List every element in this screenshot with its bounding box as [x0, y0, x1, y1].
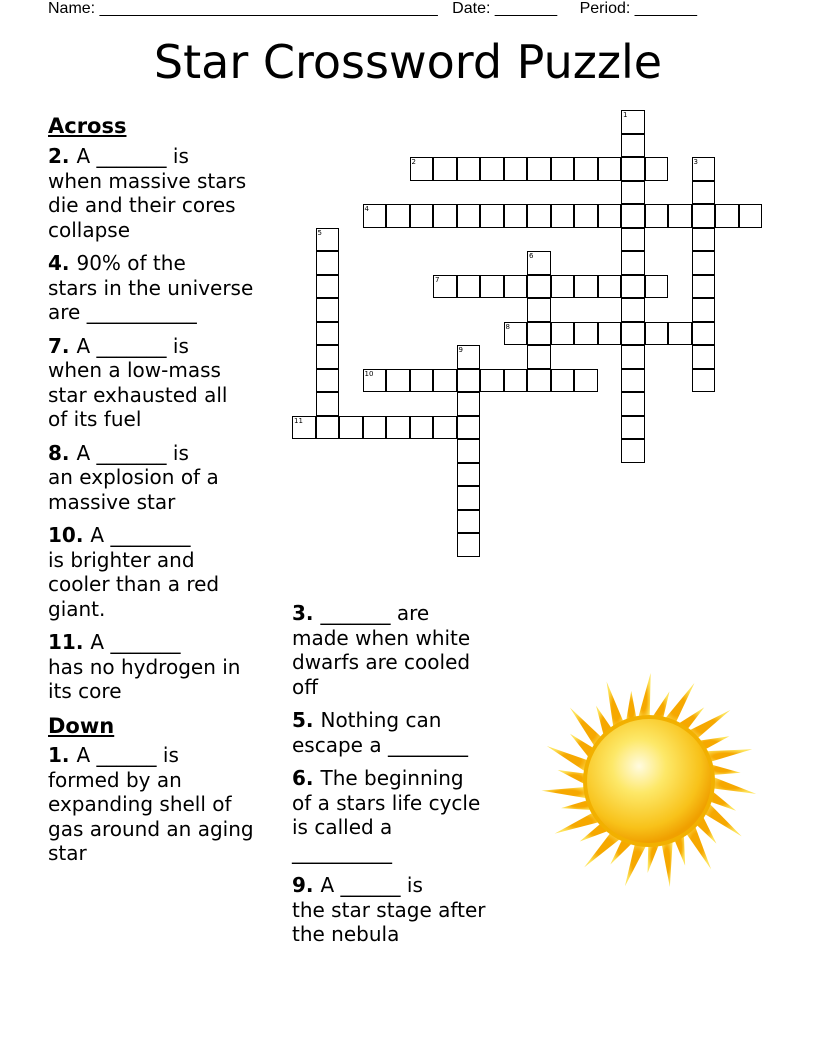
grid-cell[interactable]	[551, 322, 575, 346]
date-field[interactable]: Date: _______	[452, 0, 558, 17]
grid-cell[interactable]	[621, 251, 645, 275]
grid-cell[interactable]	[598, 275, 622, 299]
grid-cell[interactable]	[527, 298, 551, 322]
grid-cell[interactable]	[504, 204, 528, 228]
clue-number: 1	[48, 743, 62, 767]
grid-cell[interactable]	[480, 204, 504, 228]
grid-cell[interactable]	[457, 392, 481, 416]
grid-cell[interactable]	[410, 369, 434, 393]
grid-cell[interactable]	[527, 322, 551, 346]
grid-cell[interactable]	[692, 345, 716, 369]
grid-cell[interactable]	[457, 510, 481, 534]
grid-cell[interactable]	[339, 416, 363, 440]
grid-cell[interactable]	[574, 275, 598, 299]
clue-number: 7	[48, 333, 62, 358]
grid-cell[interactable]	[504, 369, 528, 393]
grid-cell[interactable]	[621, 228, 645, 252]
clue-number: 5	[292, 708, 306, 732]
grid-cell[interactable]	[645, 204, 669, 228]
grid-cell[interactable]	[433, 204, 457, 228]
grid-cell[interactable]	[504, 157, 528, 181]
grid-cell[interactable]	[316, 345, 340, 369]
grid-cell[interactable]	[316, 251, 340, 275]
grid-cell[interactable]	[316, 369, 340, 393]
grid-cell[interactable]	[457, 204, 481, 228]
grid-cell[interactable]	[551, 369, 575, 393]
grid-cell[interactable]	[316, 392, 340, 416]
grid-cell[interactable]	[457, 369, 481, 393]
clue-number: 4	[48, 251, 62, 275]
down-clue-list-left	[48, 743, 288, 875]
clue-4: 4. 90% of the stars in the universe are ___________	[48, 251, 254, 324]
grid-cell[interactable]	[598, 322, 622, 346]
clue-text: _______ are made when white dwarfs are cooled off	[292, 601, 471, 699]
clue-2: 2. A _______ is when massive stars die and their cores collapse	[48, 144, 247, 242]
grid-cell[interactable]	[645, 322, 669, 346]
grid-number-6: 6	[529, 252, 534, 260]
grid-cell[interactable]	[410, 416, 434, 440]
grid-cell[interactable]	[551, 275, 575, 299]
clue-text: Nothing can escape a ________	[292, 708, 468, 757]
grid-cell[interactable]	[692, 298, 716, 322]
clue-text: A _______ is when massive stars die and their cores collapse	[48, 144, 247, 242]
grid-cell[interactable]	[574, 322, 598, 346]
period-field[interactable]: Period: _______	[579, 0, 698, 17]
grid-cell[interactable]	[598, 204, 622, 228]
clue-8: 8. A _______ is an explosion of a massive star	[48, 440, 219, 514]
clue-number: 9	[292, 873, 306, 897]
grid-cell[interactable]	[621, 204, 645, 228]
down-clue-list-right	[292, 601, 532, 956]
clue-9: 9. A ______ is the star stage after the nebula	[292, 873, 486, 946]
clue-3: 3. _______ are made when white dwarfs are cooled off	[292, 601, 471, 699]
grid-cell[interactable]	[363, 416, 387, 440]
grid-cell[interactable]	[457, 275, 481, 299]
grid-number-4: 4	[364, 205, 369, 213]
clue-text: A _______ is an explosion of a massive star	[48, 440, 219, 514]
grid-cell[interactable]	[457, 416, 481, 440]
grid-cell[interactable]	[386, 416, 410, 440]
grid-cell[interactable]	[645, 157, 669, 181]
grid-cell[interactable]	[668, 204, 692, 228]
clue-number: 11	[48, 630, 76, 654]
grid-cell[interactable]	[433, 157, 457, 181]
grid-cell[interactable]	[527, 369, 551, 393]
grid-cell[interactable]	[527, 275, 551, 299]
clue-number: 3	[292, 601, 306, 625]
grid-cell[interactable]	[457, 439, 481, 463]
grid-cell[interactable]	[386, 369, 410, 393]
name-field[interactable]: Name: ______________________________________	[48, 0, 438, 17]
grid-cell[interactable]	[692, 369, 716, 393]
grid-number-9: 9	[458, 346, 463, 354]
grid-cell[interactable]	[715, 204, 739, 228]
clue-7: 7. A _______ is when a low-mass star exhausted all of its fuel	[48, 333, 228, 431]
grid-cell[interactable]	[480, 157, 504, 181]
clue-text: A _______ has no hydrogen in its core	[48, 630, 241, 703]
clue-6: 6. The beginning of a stars life cycle is called a __________	[292, 766, 481, 864]
clue-text: A ________ is brighter and cooler than a red giant.	[48, 523, 220, 621]
grid-cell[interactable]	[621, 439, 645, 463]
grid-cell[interactable]	[386, 204, 410, 228]
across-heading: Across	[48, 114, 127, 138]
grid-cell[interactable]	[621, 416, 645, 440]
grid-cell[interactable]	[433, 416, 457, 440]
clue-text: The beginning of a stars life cycle is called a __________	[292, 766, 481, 864]
grid-number-5: 5	[317, 228, 322, 237]
grid-cell[interactable]	[433, 369, 457, 393]
grid-cell[interactable]	[316, 275, 340, 299]
grid-cell[interactable]	[551, 204, 575, 228]
grid-cell[interactable]	[504, 275, 528, 299]
grid-cell[interactable]	[480, 369, 504, 393]
grid-cell[interactable]	[574, 204, 598, 228]
grid-cell[interactable]	[621, 369, 645, 393]
grid-cell[interactable]	[621, 322, 645, 346]
grid-cell[interactable]	[457, 157, 481, 181]
grid-cell[interactable]	[574, 157, 598, 181]
clue-5: 5. Nothing can escape a ________	[292, 708, 468, 757]
grid-cell[interactable]	[457, 486, 481, 510]
grid-cell[interactable]	[527, 204, 551, 228]
clue-11: 11. A _______ has no hydrogen in its core	[48, 630, 241, 703]
grid-cell[interactable]	[621, 134, 645, 158]
grid-cell[interactable]	[692, 204, 716, 228]
clue-number: 2	[48, 144, 62, 168]
grid-cell[interactable]	[457, 463, 481, 487]
grid-cell[interactable]	[410, 204, 434, 228]
clue-text: A ______ is the star stage after the nebula	[292, 873, 486, 946]
down-heading: Down	[48, 714, 115, 738]
grid-cell[interactable]	[621, 181, 645, 205]
across-clue-list	[48, 144, 288, 713]
grid-cell[interactable]	[621, 345, 645, 369]
grid-cell[interactable]	[692, 251, 716, 275]
grid-cell[interactable]	[551, 157, 575, 181]
grid-cell[interactable]	[621, 392, 645, 416]
grid-cell[interactable]	[316, 416, 340, 440]
grid-number-1: 1	[623, 111, 628, 119]
grid-number-2: 2	[411, 158, 416, 166]
grid-cell[interactable]	[668, 322, 692, 346]
grid-cell[interactable]	[316, 322, 340, 346]
grid-cell[interactable]	[692, 322, 716, 346]
grid-cell[interactable]	[527, 345, 551, 369]
grid-cell[interactable]	[527, 157, 551, 181]
grid-cell[interactable]	[621, 275, 645, 299]
grid-number-11: 11	[294, 416, 303, 425]
grid-cell[interactable]	[621, 298, 645, 322]
grid-cell[interactable]	[692, 228, 716, 252]
grid-number-10: 10	[364, 369, 374, 378]
clue-1: 1. A ______ is formed by an expanding shell of gas around an aging star	[48, 743, 254, 865]
grid-cell[interactable]	[645, 275, 669, 299]
grid-cell[interactable]	[457, 533, 481, 557]
student-info-header	[48, 0, 707, 18]
page-title: Star Crossword Puzzle	[153, 35, 663, 89]
clue-number: 10	[48, 523, 76, 547]
sun-core	[587, 719, 711, 843]
grid-cell[interactable]	[739, 204, 763, 228]
grid-cell[interactable]	[621, 157, 645, 181]
clue-text: A _______ is when a low-mass star exhausted all of its fuel	[48, 333, 228, 431]
grid-cell[interactable]	[598, 157, 622, 181]
grid-number-8: 8	[505, 322, 510, 331]
grid-number-3: 3	[693, 158, 698, 166]
grid-cell[interactable]	[574, 369, 598, 393]
grid-cell[interactable]	[692, 275, 716, 299]
clue-text: A ______ is formed by an expanding shell of gas around an aging star	[48, 743, 254, 865]
clue-number: 6	[292, 766, 306, 790]
grid-cell[interactable]	[692, 181, 716, 205]
grid-cell[interactable]	[480, 275, 504, 299]
grid-number-7: 7	[435, 275, 440, 284]
clue-10: 10. A ________ is brighter and cooler than a red giant.	[48, 523, 220, 621]
clue-number: 8	[48, 440, 62, 465]
grid-cell[interactable]	[316, 298, 340, 322]
clue-text: 90% of the stars in the universe are ___________	[48, 251, 254, 324]
sun-illustration	[538, 670, 760, 892]
